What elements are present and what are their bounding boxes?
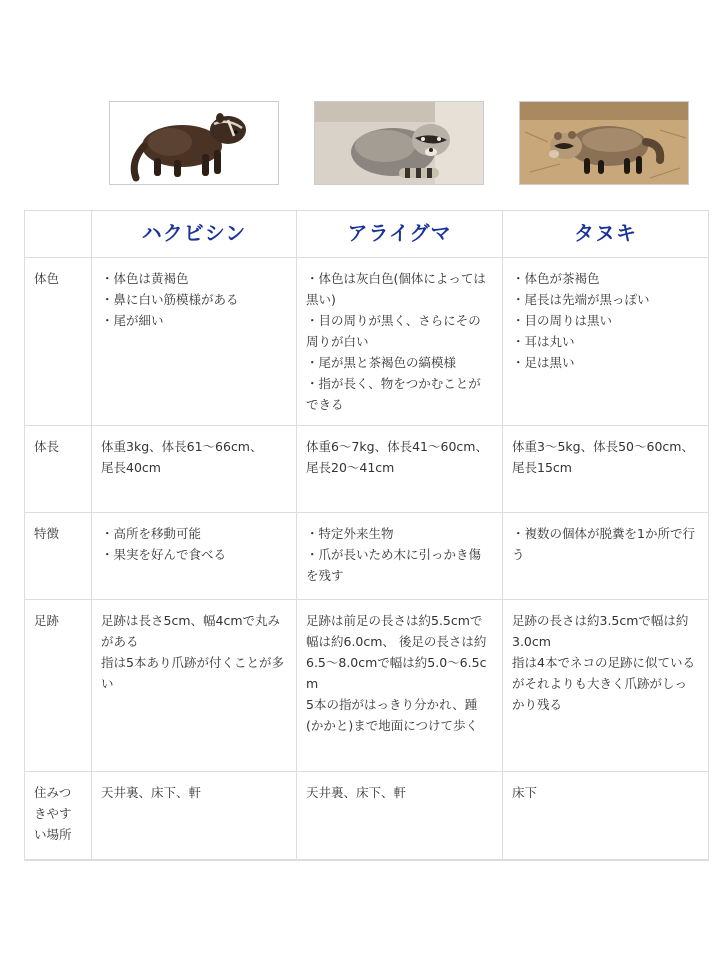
cell-line: ・足は黒い bbox=[512, 355, 575, 370]
cell-line: 体重3～5kg、体長50～60cm、 bbox=[512, 439, 694, 454]
cell-line: ・体色は灰白色(個体によっては黒い) bbox=[306, 271, 486, 307]
table-cell bbox=[503, 772, 709, 860]
cell-line: ・複数の個体が脱糞を1か所で行う bbox=[512, 526, 695, 562]
table-cell bbox=[92, 258, 297, 426]
table-cell bbox=[297, 772, 503, 860]
table-cell bbox=[92, 772, 297, 860]
row-label: 住みつきやすい場所 bbox=[25, 772, 92, 860]
table-cell bbox=[92, 600, 297, 772]
cell-line: ・尾長は先端が黒っぽい bbox=[512, 292, 650, 307]
cell-line: 指は4本でネコの足跡に似ているがそれよりも大きく爪跡がしっかり残る bbox=[512, 655, 695, 712]
header-cell-empty bbox=[25, 211, 92, 258]
table-cell bbox=[503, 258, 709, 426]
row-label: 体長 bbox=[25, 426, 92, 513]
cell-line: 尾長20～41cm bbox=[306, 460, 395, 475]
table-cell bbox=[25, 860, 92, 861]
header-cell-hakubishin bbox=[92, 211, 297, 258]
table-cell bbox=[297, 258, 503, 426]
table-cell bbox=[503, 860, 709, 861]
table-cell bbox=[297, 513, 503, 600]
row-label: 足跡 bbox=[25, 600, 92, 772]
cell-line: 足跡は長さ5cm、幅4cmで丸みがある bbox=[101, 613, 281, 649]
row-label: 特徴 bbox=[25, 513, 92, 600]
table-cell bbox=[92, 426, 297, 513]
raccoon-dog-photo bbox=[519, 101, 689, 185]
cell-line: 天井裏、床下、軒 bbox=[101, 785, 202, 800]
raccoon-photo bbox=[314, 101, 484, 185]
table-cell bbox=[297, 860, 503, 861]
animal-name-araiguma: アライグマ bbox=[347, 220, 452, 245]
table-cell bbox=[503, 426, 709, 513]
table-row-habitat bbox=[25, 772, 709, 860]
table-row-features bbox=[25, 513, 709, 600]
cell-line: ・尾が黒と茶褐色の縞模様 bbox=[306, 355, 457, 370]
table-cell bbox=[297, 600, 503, 772]
header-cell-tanuki bbox=[503, 211, 709, 258]
cell-line: ・特定外来生物 bbox=[306, 526, 394, 541]
table-cell bbox=[297, 426, 503, 513]
cell-line: ・耳は丸い bbox=[512, 334, 575, 349]
cell-line: ・高所を移動可能 bbox=[101, 526, 202, 541]
cell-line: ・目の周りは黒い bbox=[512, 313, 613, 328]
animal-name-hakubishin: ハクビシン bbox=[141, 220, 247, 245]
cell-line: 尾長40cm bbox=[101, 460, 161, 475]
cell-line: 5本の指がはっきり分かれ、踵(かかと)まで地面につけて歩く bbox=[306, 697, 479, 733]
animal-name-tanuki: タヌキ bbox=[574, 220, 637, 245]
table-row-empty bbox=[25, 860, 709, 861]
comparison-table bbox=[24, 210, 709, 861]
cell-line: 体重3kg、体長61～66cm、 bbox=[101, 439, 263, 454]
cell-line: ・爪が長いため木に引っかき傷を残す bbox=[306, 547, 482, 583]
cell-line: ・指が長く、物をつかむことができる bbox=[306, 376, 481, 412]
table-cell bbox=[503, 513, 709, 600]
cell-line: ・目の周りが黒く、さらにその周りが白い bbox=[306, 313, 481, 349]
cell-line: 足跡の長さは約3.5cmで幅は約3.0cm bbox=[512, 613, 689, 649]
cell-line: 床下 bbox=[512, 785, 538, 800]
cell-line: ・鼻に白い筋模様がある bbox=[101, 292, 239, 307]
cell-line: 尾長15cm bbox=[512, 460, 572, 475]
header-cell-araiguma bbox=[297, 211, 503, 258]
row-label: 体色 bbox=[25, 258, 92, 426]
cell-line: ・体色が茶褐色 bbox=[512, 271, 600, 286]
cell-line: ・果実を好んで食べる bbox=[101, 547, 227, 562]
cell-line: 指は5本あり爪跡が付くことが多い bbox=[101, 655, 284, 691]
cell-line: 足跡は前足の長さは約5.5cmで幅は約6.0cm、 後足の長さは約6.5～8.0cmで幅は約5.0～6.5cm bbox=[306, 613, 487, 691]
table-cell bbox=[92, 513, 297, 600]
cell-line: ・体色は黄褐色 bbox=[101, 271, 189, 286]
table-row-body-color bbox=[25, 258, 709, 426]
cell-line: 体重6～7kg、体長41～60cm、 bbox=[306, 439, 488, 454]
table-row-body-size bbox=[25, 426, 709, 513]
table-cell bbox=[503, 600, 709, 772]
table-row-footprints bbox=[25, 600, 709, 772]
cell-line: ・尾が細い bbox=[101, 313, 164, 328]
masked-palm-civet-photo bbox=[109, 101, 279, 185]
table-cell bbox=[92, 860, 297, 861]
cell-line: 天井裏、床下、軒 bbox=[306, 785, 407, 800]
header-row bbox=[25, 211, 709, 258]
